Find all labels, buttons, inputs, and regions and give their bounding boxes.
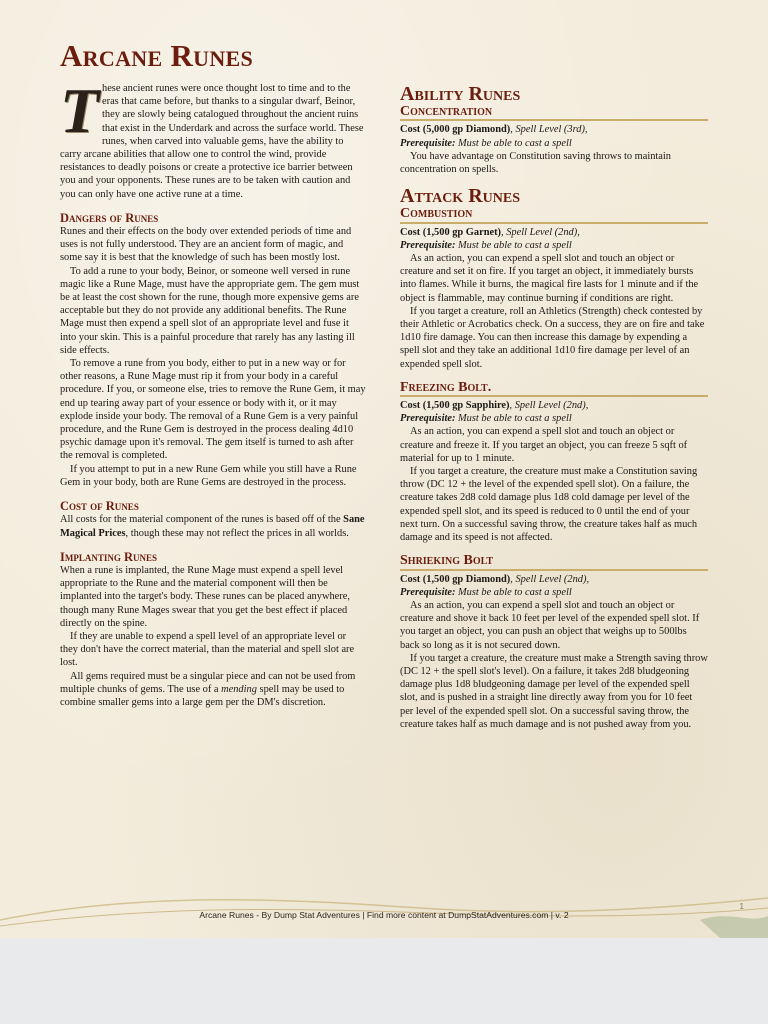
- intro-paragraph: hese ancient runes were once thought lost to time and to the eras that came before, but thanks to a singular dwarf, Beinor, they are slowly being catalogued throughout the ancient ruins that exist in the Underdark and across the surface world. These runes, when carved into valuable gems, have the ability to carry arcane abilities that allow one to control the wind, provide resistances to deadly poisons or create a protective ice barrier between you and your opponents. These runes are to be taken with caution and you can only have one active rune at a time.: [60, 83, 364, 200]
- freezing-bolt-prereq: Prerequisite: Must be able to cast a spell: [400, 413, 572, 425]
- drop-cap: T: [60, 75, 100, 146]
- implanting-paragraph-1: When a rune is implanted, the Rune Mage must expend a spell level appropriate to the Rune and the material component will then be implanted into the target's body. These runes can be placed anywhere, though many Rune Mages swear that you get the best effect if placed directly on the spine.: [60, 564, 350, 629]
- cost-paragraph: All costs for the material component of the runes is based off of the Sane Magical Prices, though these may not reflect the prices in all worlds.: [60, 514, 365, 539]
- concentration-text: You have advantage on Constitution saving throws to maintain concentration on spells.: [400, 150, 671, 176]
- freezing-bolt-paragraph-2: If you target a creature, the creature must make a Constitution saving throw (DC 12 + the level of the expended spell slot). On a failure, the creature takes 2d8 cold damage plus 1d8 cold damage per level of the expended spell slot, and its speed is reduced to 0 until the end of your next turn. On a successful saving throw, the creature takes half as much damage and its speed is not affected.: [400, 466, 698, 544]
- freezing-bolt-heading: Freezing Bolt.: [400, 381, 708, 397]
- combustion-cost: Cost (1,500 gp Garnet), Spell Level (2nd),: [400, 226, 580, 238]
- right-column: [400, 83, 708, 731]
- intro-section: [60, 75, 366, 201]
- attack-runes-heading: Attack Runes: [400, 185, 520, 208]
- shrieking-bolt-paragraph-1: As an action, you can expend a spell slot and touch an object or creature and shove it back 10 feet per level of the expended spell slot. If you target an object, you can push an object that weighs up to 500lbs back so long as it is not secured down.: [400, 599, 700, 651]
- page-title: Arcane Runes: [60, 38, 254, 73]
- concentration-cost: Cost (5,000 gp Diamond), Spell Level (3rd),: [400, 124, 588, 136]
- dangers-paragraph-1: Runes and their effects on the body over extended periods of time and uses is not fully understood. They are an ancient form of magic, and some say it is best that the knowledge of such has been mostly lost.: [60, 226, 352, 264]
- shrieking-bolt-heading: Shrieking Bolt: [400, 554, 708, 570]
- left-column: [60, 75, 366, 709]
- dangers-paragraph-2: To add a rune to your body, Beinor, or someone well versed in rune magic like a Rune Mage, must have the appropriate gem. The gem must be at least the cost shown for the rune, though more expensive gems are acceptable but they do not provide any additional benefits. The Rune Mage must then expend a spell slot of an appropriate level and fuse it into your skin. This is a painful procedure that rarely has any lasting ill side effects.: [60, 265, 360, 356]
- shrieking-bolt-cost: Cost (1,500 gp Diamond), Spell Level (2nd),: [400, 573, 590, 585]
- dangers-paragraph-3: To remove a rune from you body, either to put in a new way or for other reasons, a Rune Mage must rip it from your body in a careful procedure. If you, or someone else, tries to remove the Rune Gem, it may end up tearing away part of your essence or body with it, or it may explode inside your body. The removal of a Rune Gem is a very painful procedure, and the Rune Gem is destroyed in the process dealing 4d10 psychic damage upon it's removal. The gem itself is turned to ash after the removal is completed.: [60, 358, 366, 462]
- implanting-paragraph-3: All gems required must be a singular piece and can not be used from multiple chunks of gems. The use of a mending spell may be used to combine smaller gems into a large gem per the DM's discretion.: [60, 670, 356, 708]
- shrieking-bolt-paragraph-2: If you target a creature, the creature must make a Strength saving throw (DC 12 + the spell slot's level). On a failure, it takes 2d8 bludgeoning damage plus 1d8 bludgeoning damage per level of the expended spell slot, and is pushed in a straight line directly away from you for 10 feet per level of the expended spell slot. On a successful saving throw, the creature takes half as much damage and is not pushed away from you.: [400, 652, 708, 730]
- page-footer: Arcane Runes - By Dump Stat Adventures | Find more content at DumpStatAdventures.com | v. 2: [199, 910, 569, 920]
- freezing-bolt-cost: Cost (1,500 gp Sapphire), Spell Level (2nd),: [400, 400, 589, 412]
- combustion-prereq: Prerequisite: Must be able to cast a spell: [400, 239, 572, 251]
- dangers-paragraph-4: If you attempt to put in a new Rune Gem while you still have a Rune Gem in your body, both are Rune Gems are destroyed in the process.: [60, 463, 357, 488]
- combustion-heading: Combustion: [400, 207, 708, 223]
- viewer-background: [0, 938, 768, 1024]
- concentration-prereq: Prerequisite: Must be able to cast a spell: [400, 137, 572, 149]
- dangers-heading: Dangers of Runes: [60, 210, 159, 225]
- freezing-bolt-paragraph-1: As an action, you can expend a spell slot and touch an object or creature and freeze it. If you target an object, you can freeze 5 sqft of material for up to 1 minute.: [400, 426, 688, 464]
- cost-heading: Cost of Runes: [60, 499, 139, 514]
- shrieking-bolt-prereq: Prerequisite: Must be able to cast a spell: [400, 586, 572, 598]
- combustion-paragraph-2: If you target a creature, roll an Athletics (Strength) check contested by their Athletic or Acrobatics check. On a success, they are on fire and take 1d10 fire damage. You can then increase this damage by expending a spell slot and they take an additional 1d10 fire damage per level of an expended spell slot.: [400, 305, 705, 370]
- page-number: 1: [739, 902, 744, 911]
- ability-runes-heading: Ability Runes: [400, 83, 521, 105]
- implanting-heading: Implanting Runes: [60, 549, 158, 564]
- footer-swirl-decoration: [0, 880, 768, 938]
- implanting-paragraph-2: If they are unable to expend a spell level of an appropriate level or they don't have the correct material, than the material and spell slot are lost.: [60, 630, 355, 669]
- combustion-paragraph-1: As an action, you can expend a spell slot and touch an object or creature and set it on fire. If you target an object, it immediately bursts into flames. While it burns, the magical fire lasts for 1 minute and if the object is flammable, may continue burning if conditions are right.: [400, 253, 699, 304]
- concentration-heading: Concentration: [400, 105, 708, 121]
